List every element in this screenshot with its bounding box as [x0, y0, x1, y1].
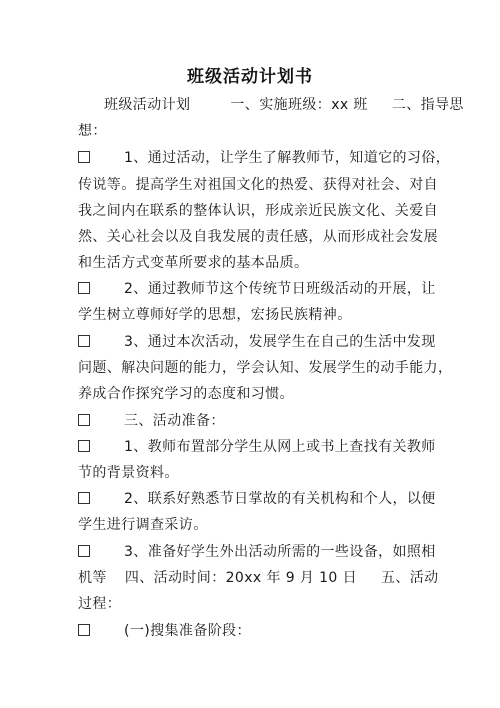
checkbox-icon: [78, 545, 90, 557]
intro-part-2: 一、实施班级：xx 班: [230, 97, 368, 113]
prep2-text-1: 2、联系好熟悉节日掌故的有关机构和个人，以便: [124, 491, 436, 507]
goal3-line-3: 养成合作探究学习的态度和习惯。: [78, 386, 294, 402]
checkbox-icon: [78, 335, 90, 347]
prep3-text-2a: 机等: [78, 570, 107, 586]
goal1-line-3: 我之间内在联系的整体认识，形成亲近民族文化、关爱自: [78, 203, 438, 219]
prep3-text-2c: 五、活动: [380, 570, 439, 586]
stage1-text: (一)搜集准备阶段：: [124, 623, 251, 639]
stage1-line: [78, 622, 251, 640]
prep3-line-2: [78, 569, 439, 587]
goal3-line-2: 问题、解决问题的能力，学会认知、发展学生的动手能力，: [78, 360, 453, 376]
prep2-line-1: [78, 490, 436, 508]
goal1-line-5: 和生活方式变革所要求的基本品质。: [78, 255, 309, 271]
goal1-line-4: 然、关心社会以及自我发展的责任感，从而形成社会发展: [78, 229, 438, 245]
goal2-text-1: 2、通过教师节这个传统节日班级活动的开展，让: [124, 281, 436, 297]
intro-line-2: 想：: [78, 123, 107, 139]
goal1-text-1: 1、通过活动，让学生了解教师节，知道它的习俗，: [124, 150, 451, 166]
goal3-line-1: [78, 333, 436, 351]
checkbox-icon: [78, 492, 90, 504]
document-title: 班级活动计划书: [187, 67, 313, 87]
section3-text: 三、活动准备：: [124, 413, 225, 429]
goal1-line-2: 传说等。提高学生对祖国文化的热爱、获得对社会、对自: [78, 177, 438, 193]
checkbox-icon: [78, 414, 90, 426]
prep3-text-1: 3、准备好学生外出活动所需的一些设备，如照相: [124, 544, 436, 560]
goal3-text-1: 3、通过本次活动，发展学生在自己的生活中发现: [124, 334, 436, 350]
checkbox-icon: [78, 282, 90, 294]
prep1-line-2: 节的背景资料。: [78, 465, 179, 481]
intro-part-3: 二、指导思: [391, 97, 464, 113]
goal2-line-1: [78, 280, 436, 298]
intro-part-1: 班级活动计划: [104, 97, 191, 113]
section3-heading: [78, 412, 225, 430]
prep1-text-1: 1、教师布置部分学生从网上或书上查找有关教师: [124, 439, 436, 455]
prep2-line-2: 学生进行调查采访。: [78, 517, 208, 533]
checkbox-icon: [78, 440, 90, 452]
prep1-line-1: [78, 438, 436, 456]
prep3-line-1: [78, 543, 436, 561]
checkbox-icon: [78, 151, 90, 163]
prep3-text-2b: 四、活动时间：20xx 年 9 月 10 日: [124, 570, 357, 586]
prep3-line-3: 过程：: [78, 596, 122, 612]
goal2-line-2: 学生树立尊师好学的思想，宏扬民族精神。: [78, 307, 352, 323]
goal1-line-1: [78, 149, 450, 167]
checkbox-icon: [78, 624, 90, 636]
intro-line-1: [104, 96, 464, 114]
